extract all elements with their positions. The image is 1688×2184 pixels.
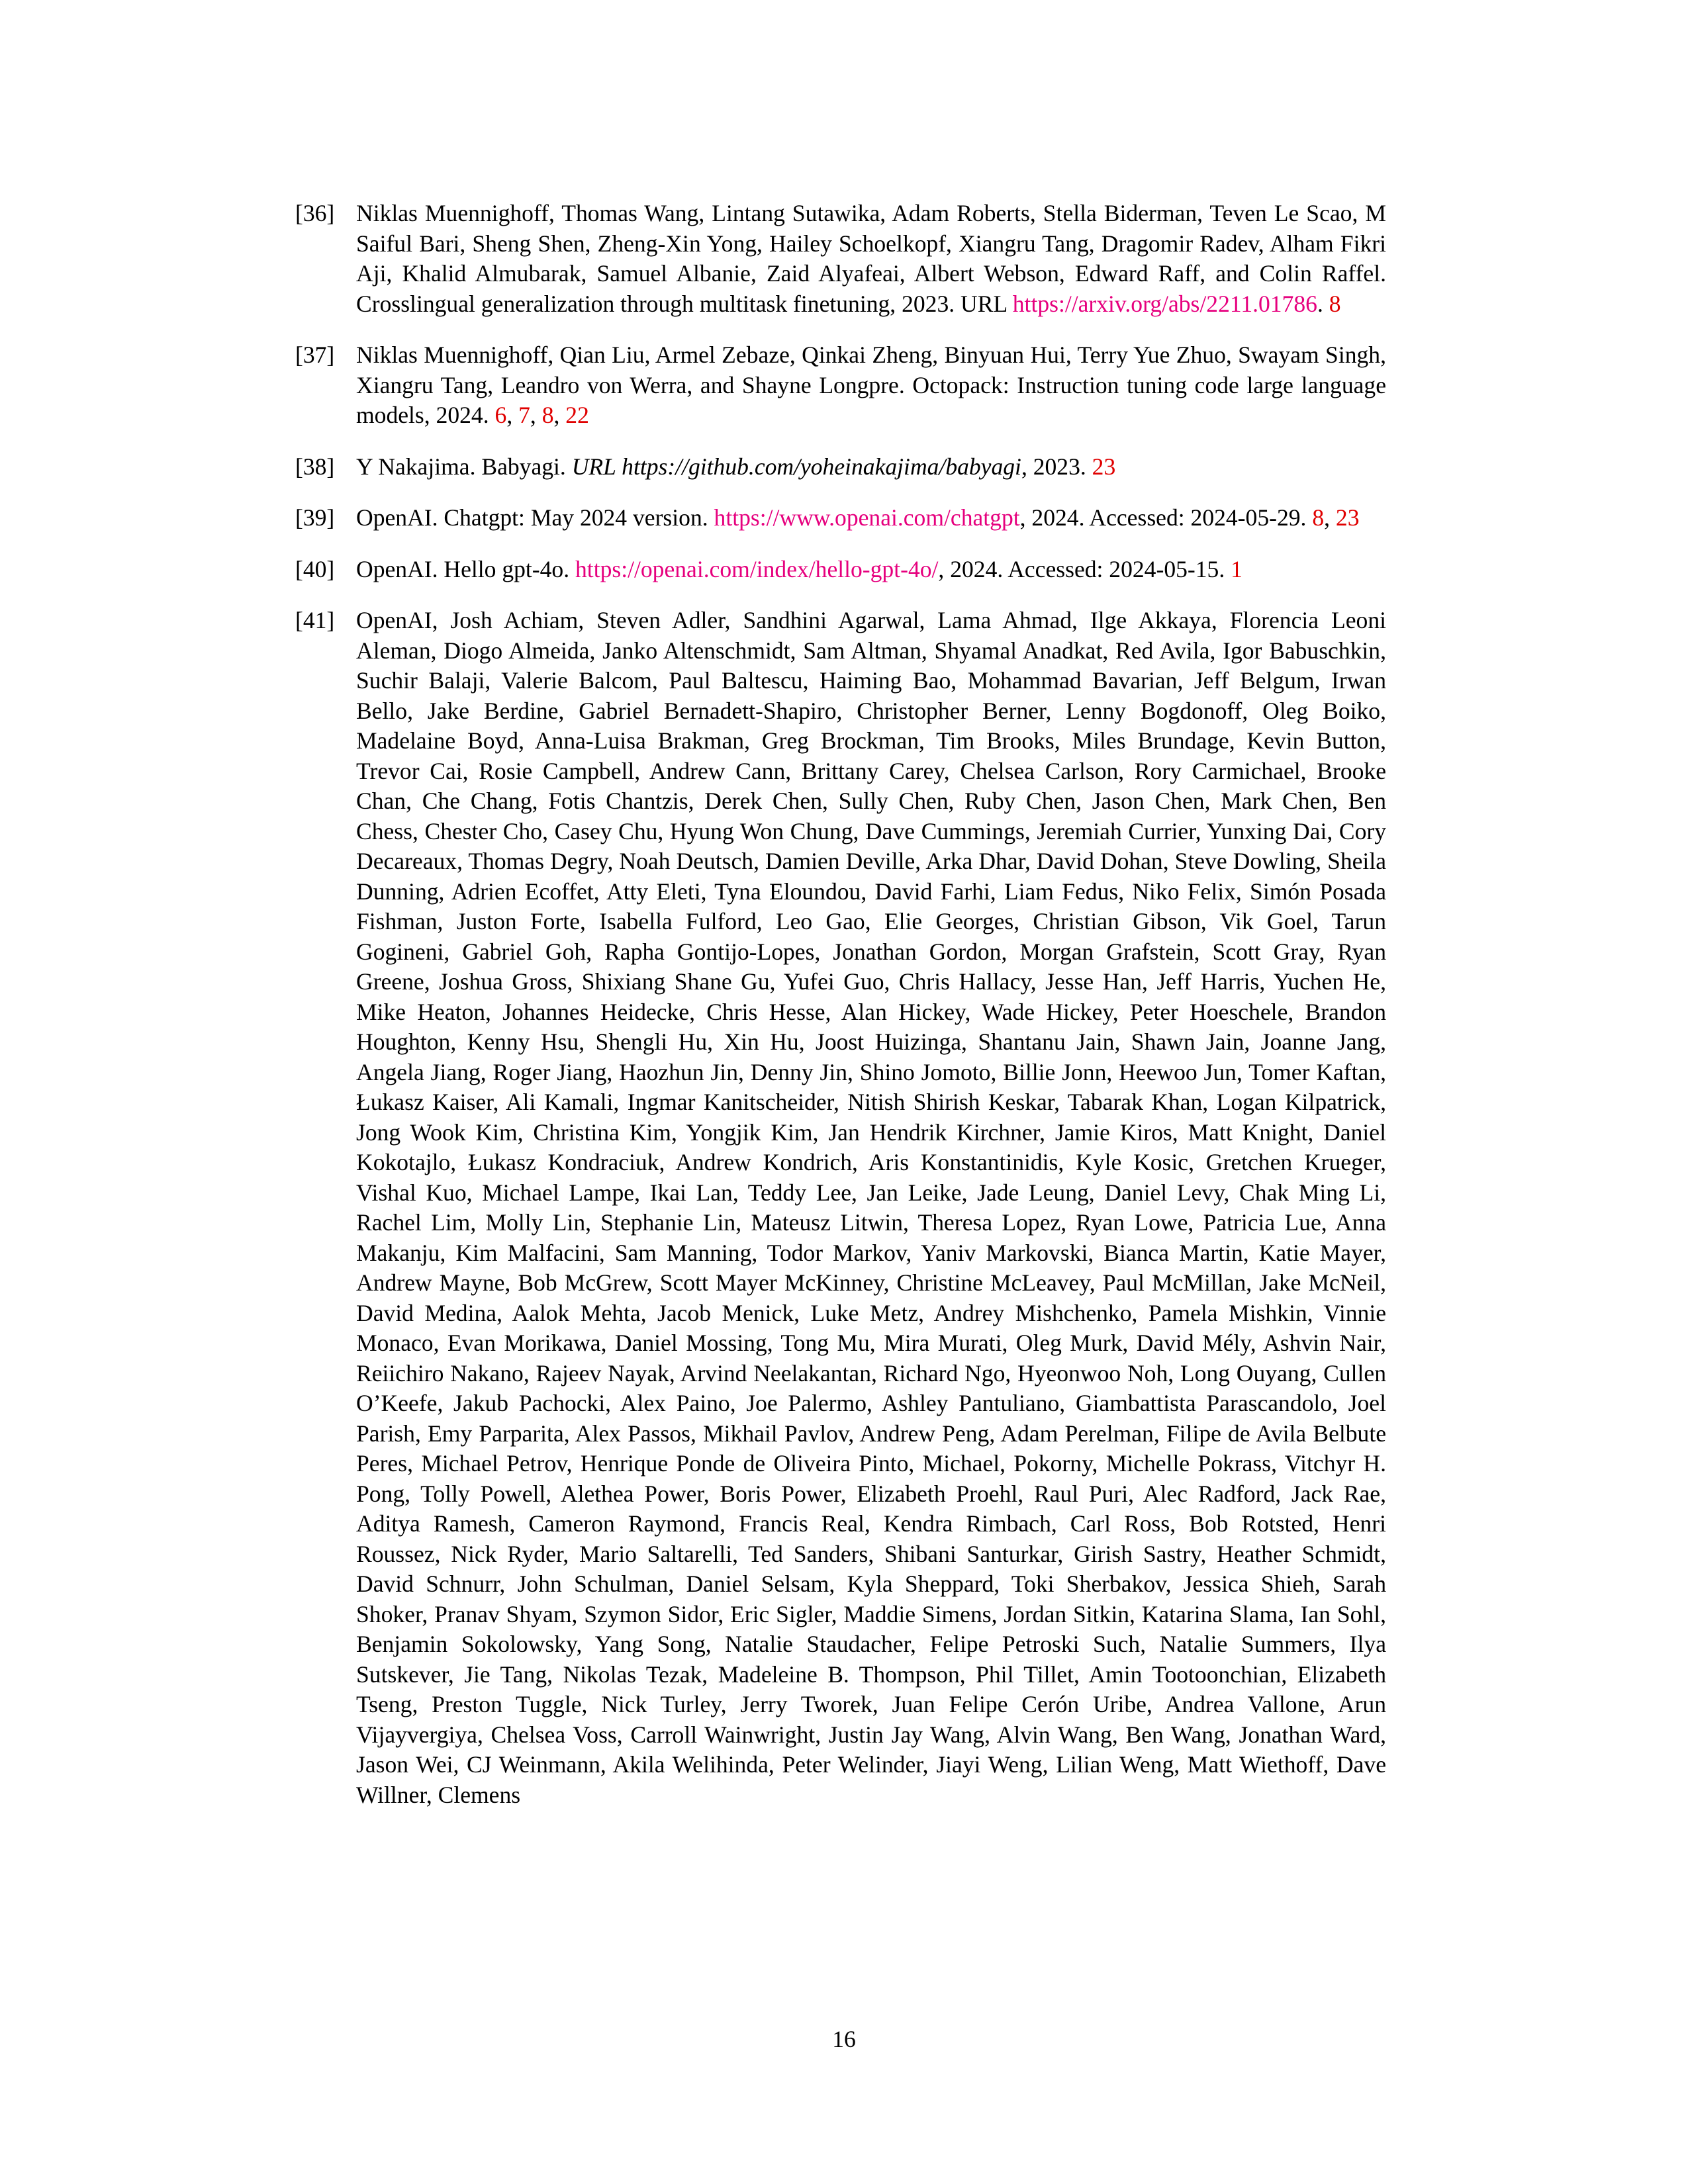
reference-37: [37] Niklas Muennighoff, Qian Liu, Armel Zebaze, Qinkai Zheng, Binyuan Hui, Terry Yue Zhuo, Swayam Singh, Xiangru Tang, Leandro von Werra, and Shayne Longpre. Octopack: Instruction tuning code large language models, 2024. 6, 7, 8, 22: [295, 341, 1386, 428]
reference-text: OpenAI, Josh Achiam, Steven Adler, Sandhini Agarwal, Lama Ahmad, Ilge Akkaya, Florencia Leoni Aleman, Diogo Almeida, Janko Altenschmidt, Sam Altman, Shyamal Anadkat, Red Avila, Igor Babuschkin, Suchir Balaji, Valerie Balcom, Paul Baltescu, Haiming Bao, Mohammad Bavarian, Jeff Belgum, Irwan Bello, Jake Berdine, Gabriel Bernadett-Shapiro, Christopher Berner, Lenny Bogdonoff, Oleg Boiko, Madelaine Boyd, Anna-Luisa Brakman, Greg Brockman, Tim Brooks, Miles Brundage, Kevin Button, Trevor Cai, Rosie Campbell, Andrew Cann, Brittany Carey, Chelsea Carlson, Rory Carmichael, Brooke Chan, Che Chang, Fotis Chantzis, Derek Chen, Sully Chen, Ruby Chen, Jason Chen, Mark Chen, Ben Chess, Chester Cho, Casey Chu, Hyung Won Chung, Dave Cummings, Jeremiah Currier, Yunxing Dai, Cory Decareaux, Thomas Degry, Noah Deutsch, Damien Deville, Arka Dhar, David Dohan, Steve Dowling, Sheila Dunning, Adrien Ecoffet, Atty Eleti, Tyna Eloundou, David Farhi, Liam Fedus, Niko Felix, Simón Posada Fishman, Juston Forte, Isabella Fulford, Leo Gao, Elie Georges, Christian Gibson, Vik Goel, Tarun Gogineni, Gabriel Goh, Rapha Gontijo-Lopes, Jonathan Gordon, Morgan Grafstein, Scott Gray, Ryan Greene, Joshua Gross, Shixiang Shane Gu, Yufei Guo, Chris Hallacy, Jesse Han, Jeff Harris, Yuchen He, Mike Heaton, Johannes Heidecke, Chris Hesse, Alan Hickey, Wade Hickey, Peter Hoeschele, Brandon Houghton, Kenny Hsu, Shengli Hu, Xin Hu, Joost Huizinga, Shantanu Jain, Shawn Jain, Joanne Jang, Angela Jiang, Roger Jiang, Haozhun Jin, Denny Jin, Shino Jomoto, Billie Jonn, Heewoo Jun, Tomer Kaftan, Łukasz Kaiser, Ali Kamali, Ingmar Kanitscheider, Nitish Shirish Keskar, Tabarak Khan, Logan Kilpatrick, Jong Wook Kim, Christina Kim, Yongjik Kim, Jan Hendrik Kirchner, Jamie Kiros, Matt Knight, Daniel Kokotajlo, Łukasz Kondraciuk, Andrew Kondrich, Aris Konstantinidis, Kyle Kosic, Gretchen Krueger, Vishal Kuo, Michael Lampe, Ikai Lan, Teddy Lee, Jan Leike, Jade Leung, Daniel Levy, Chak Ming Li, Rachel Lim, Molly Lin, Stephanie Lin, Mateusz Litwin, Theresa Lopez, Ryan Lowe, Patricia Lue, Anna Makanju, Kim Malfacini, Sam Manning, Todor Markov, Yaniv Markovski, Bianca Martin, Katie Mayer, Andrew Mayne, Bob McGrew, Scott Mayer McKinney, Christine McLeavey, Paul McMillan, Jake McNeil, David Medina, Aalok Mehta, Jacob Menick, Luke Metz, Andrey Mishchenko, Pamela Mishkin, Vinnie Monaco, Evan Morikawa, Daniel Mossing, Tong Mu, Mira Murati, Oleg Murk, David Mély, Ashvin Nair, Reiichiro Nakano, Rajeev Nayak, Arvind Neelakantan, Richard Ngo, Hyeonwoo Noh, Long Ouyang, Cullen O’Keefe, Jakub Pachocki, Alex Paino, Joe Palermo, Ashley Pantuliano, Giambattista Parascandolo, Joel Parish, Emy Parparita, Alex Passos, Mikhail Pavlov, Andrew Peng, Adam Perelman, Filipe de Avila Belbute Peres, Michael Petrov, Henrique Ponde de Oliveira Pinto, Michael, Pokorny, Michelle Pokrass, Vitchyr H. Pong, Tolly Powell, Alethea Power, Boris Power, Elizabeth Proehl, Raul Puri, Alec Radford, Jack Rae, Aditya Ramesh, Cameron Raymond, Francis Real, Kendra Rimbach, Carl Ross, Bob Rotsted, Henri Roussez, Nick Ryder, Mario Saltarelli, Ted Sanders, Shibani Santurkar, Girish Sastry, Heather Schmidt, David Schnurr, John Schulman, Daniel Selsam, Kyla Sheppard, Toki Sherbakov, Jessica Shieh, Sarah Shoker, Pranav Shyam, Szymon Sidor, Eric Sigler, Maddie Simens, Jordan Sitkin, Katarina Slama, Ian Sohl, Benjamin Sokolowsky, Yang Song, Natalie Staudacher, Felipe Petroski Such, Natalie Summers, Ilya Sutskever, Jie Tang, Nikolas Tezak, Madeleine B. Thompson, Phil Tillet, Amin Tootoonchian, Elizabeth Tseng, Preston Tuggle, Nick Turley, Jerry Tworek, Juan Felipe Cerón Uribe, Andrea Vallone, Arun Vijayvergiya, Chelsea Voss, Carroll Wainwright, Justin Jay Wang, Alvin Wang, Ben Wang, Jonathan Ward, Jason Wei, CJ Weinmann, Akila Welihinda, Peter Welinder, Jiayi Weng, Lilian Weng, Matt Wiethoff, Dave Willner, Clemens: [356, 607, 1386, 1808]
page-backlink[interactable]: 23: [1092, 453, 1116, 480]
reference-41: [295, 606, 1386, 1810]
reference-text-after-italic: , 2023.: [1021, 453, 1092, 480]
reference-url-link[interactable]: https://arxiv.org/abs/2211.01786: [1012, 290, 1317, 317]
reference-text: OpenAI. Chatgpt: May 2024 version.: [356, 504, 714, 531]
reference-39: [39] OpenAI. Chatgpt: May 2024 version. https://www.openai.com/chatgpt, 2024. Accessed: 2024-05-29. 8, 23: [295, 503, 1386, 533]
page-backlink[interactable]: 7: [518, 402, 530, 428]
reference-number: [41]: [295, 607, 335, 633]
page-backlink[interactable]: 22: [565, 402, 589, 428]
page-backlink[interactable]: 8: [1329, 290, 1341, 317]
reference-number: [37]: [295, 341, 335, 368]
reference-36: [295, 199, 1386, 319]
page-backlink[interactable]: 8: [541, 402, 554, 428]
reference-url-link[interactable]: https://www.openai.com/chatgpt: [714, 504, 1020, 531]
reference-40: [295, 555, 1386, 585]
reference-text: Niklas Muennighoff, Thomas Wang, Lintang Sutawika, Adam Roberts, Stella Biderman, Teven Le Scao, M Saiful Bari, Sheng Shen, Zheng-Xin Yong, Hailey Schoelkopf, Xiangru Tang, Dragomir Radev, Alham Fikri Aji, Khalid Almubarak, Samuel Albanie, Zaid Alyafeai, Albert Webson, Edward Raff, and Colin Raffel. Crosslingual generalization through multitask finetuning, 2023. URL: [356, 200, 1386, 317]
reference-url-link[interactable]: https://openai.com/index/hello-gpt-4o/: [575, 555, 939, 582]
page-backlink[interactable]: 6: [494, 402, 507, 428]
reference-italic-url: URL https://github.com/yoheinakajima/babyagi: [571, 453, 1021, 480]
reference-text-after-url: , 2024. Accessed: 2024-05-15.: [938, 555, 1231, 582]
reference-number: [39]: [295, 504, 335, 531]
reference-text: Y Nakajima. Babyagi.: [356, 453, 572, 480]
references-list: [295, 199, 1386, 1831]
page-backlink[interactable]: 23: [1335, 504, 1360, 531]
reference-38: [295, 452, 1386, 482]
page-number: 16: [832, 2026, 856, 2052]
page-backlink[interactable]: 1: [1231, 555, 1243, 582]
reference-text: OpenAI. Hello gpt-4o.: [356, 555, 576, 582]
reference-text-after-url: .: [1317, 290, 1329, 317]
page-backlink[interactable]: 8: [1312, 504, 1325, 531]
reference-number: [36]: [295, 200, 335, 226]
reference-text: Niklas Muennighoff, Qian Liu, Armel Zebaze, Qinkai Zheng, Binyuan Hui, Terry Yue Zhuo, Swayam Singh, Xiangru Tang, Leandro von Werra, and Shayne Longpre. Octopack: Instruction tuning code large language models, 2024.: [356, 341, 1386, 428]
reference-number: [40]: [295, 555, 335, 582]
reference-text-after-url: , 2024. Accessed: 2024-05-29.: [1019, 504, 1313, 531]
reference-number: [38]: [295, 453, 335, 480]
